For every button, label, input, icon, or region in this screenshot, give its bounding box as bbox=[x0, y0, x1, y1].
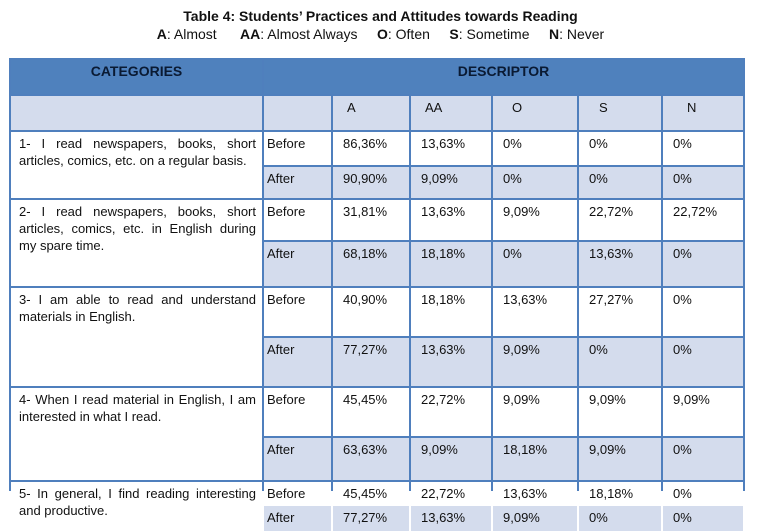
value-cell: 18,18% bbox=[411, 242, 491, 286]
legend-code: O bbox=[376, 26, 388, 42]
value-cell: 18,18% bbox=[493, 438, 577, 480]
value-cell: 0% bbox=[663, 242, 743, 286]
column-header: AA bbox=[411, 96, 491, 130]
descriptor-header: DESCRIPTOR bbox=[264, 60, 743, 94]
value-cell: 9,09% bbox=[493, 338, 577, 386]
value-cell: 45,45% bbox=[333, 482, 409, 504]
after-label: After bbox=[264, 167, 331, 198]
after-label: After bbox=[264, 506, 331, 531]
value-cell: 9,09% bbox=[493, 506, 577, 531]
before-label: Before bbox=[264, 388, 331, 436]
before-label: Before bbox=[264, 288, 331, 336]
value-cell: 18,18% bbox=[411, 288, 491, 336]
value-cell: 13,63% bbox=[493, 288, 577, 336]
category-cell: 3- I am able to read and understand materials in English. bbox=[11, 288, 262, 386]
value-cell: 0% bbox=[579, 132, 661, 165]
subheader-blank bbox=[11, 96, 262, 130]
value-cell: 40,90% bbox=[333, 288, 409, 336]
table-title: Table 4: Students’ Practices and Attitudes towards Reading bbox=[183, 8, 578, 24]
subheader-blank bbox=[264, 96, 331, 130]
value-cell: 77,27% bbox=[333, 506, 409, 531]
value-cell: 9,09% bbox=[663, 388, 743, 436]
after-label: After bbox=[264, 338, 331, 386]
column-header: S bbox=[579, 96, 661, 130]
value-cell: 18,18% bbox=[579, 482, 661, 504]
value-cell: 22,72% bbox=[579, 200, 661, 240]
value-cell: 86,36% bbox=[333, 132, 409, 165]
value-cell: 0% bbox=[493, 167, 577, 198]
before-label: Before bbox=[264, 482, 331, 504]
value-cell: 13,63% bbox=[411, 200, 491, 240]
value-cell: 9,09% bbox=[493, 388, 577, 436]
value-cell: 0% bbox=[663, 288, 743, 336]
legend-text: : Never bbox=[559, 26, 605, 42]
value-cell: 0% bbox=[663, 338, 743, 386]
value-cell: 22,72% bbox=[663, 200, 743, 240]
value-cell: 9,09% bbox=[493, 200, 577, 240]
value-cell: 0% bbox=[663, 438, 743, 480]
value-cell: 13,63% bbox=[411, 338, 491, 386]
legend-text: : Often bbox=[387, 26, 430, 42]
after-label: After bbox=[264, 242, 331, 286]
category-cell: 5- In general, I find reading interesting and productive. bbox=[11, 482, 262, 531]
value-cell: 45,45% bbox=[333, 388, 409, 436]
column-header: O bbox=[493, 96, 577, 130]
value-cell: 63,63% bbox=[333, 438, 409, 480]
value-cell: 9,09% bbox=[579, 438, 661, 480]
legend-text: : Almost Always bbox=[260, 26, 358, 42]
value-cell: 0% bbox=[663, 482, 743, 504]
value-cell: 0% bbox=[663, 506, 743, 531]
value-cell: 77,27% bbox=[333, 338, 409, 386]
value-cell: 68,18% bbox=[333, 242, 409, 286]
category-cell: 2- I read newspapers, books, short articles, comics, etc. in English during my spare time. bbox=[11, 200, 262, 286]
legend-code: S bbox=[449, 26, 459, 42]
column-header: A bbox=[333, 96, 409, 130]
before-label: Before bbox=[264, 132, 331, 165]
after-label: After bbox=[264, 438, 331, 480]
results-table bbox=[9, 58, 745, 525]
column-header: N bbox=[663, 96, 743, 130]
value-cell: 22,72% bbox=[411, 388, 491, 436]
value-cell: 0% bbox=[579, 167, 661, 198]
value-cell: 13,63% bbox=[411, 132, 491, 165]
categories-header: CATEGORIES bbox=[11, 60, 262, 94]
value-cell: 22,72% bbox=[411, 482, 491, 504]
category-cell: 1- I read newspapers, books, short articles, comics, etc. on a regular basis. bbox=[11, 132, 262, 198]
value-cell: 0% bbox=[579, 506, 661, 531]
value-cell: 13,63% bbox=[493, 482, 577, 504]
value-cell: 0% bbox=[663, 167, 743, 198]
value-cell: 90,90% bbox=[333, 167, 409, 198]
value-cell: 0% bbox=[663, 132, 743, 165]
value-cell: 0% bbox=[493, 132, 577, 165]
value-cell: 9,09% bbox=[411, 167, 491, 198]
category-cell: 4- When I read material in English, I am interested in what I read. bbox=[11, 388, 262, 480]
value-cell: 13,63% bbox=[579, 242, 661, 286]
legend-code: AA bbox=[240, 26, 261, 42]
legend-text: : Almost bbox=[166, 26, 217, 42]
value-cell: 9,09% bbox=[411, 438, 491, 480]
legend-text: : Sometime bbox=[458, 26, 530, 42]
legend-code: N bbox=[548, 26, 560, 42]
value-cell: 9,09% bbox=[579, 388, 661, 436]
value-cell: 31,81% bbox=[333, 200, 409, 240]
value-cell: 13,63% bbox=[411, 506, 491, 531]
legend bbox=[0, 26, 761, 42]
before-label: Before bbox=[264, 200, 331, 240]
value-cell: 27,27% bbox=[579, 288, 661, 336]
value-cell: 0% bbox=[493, 242, 577, 286]
legend-code: A bbox=[156, 26, 167, 42]
value-cell: 0% bbox=[579, 338, 661, 386]
